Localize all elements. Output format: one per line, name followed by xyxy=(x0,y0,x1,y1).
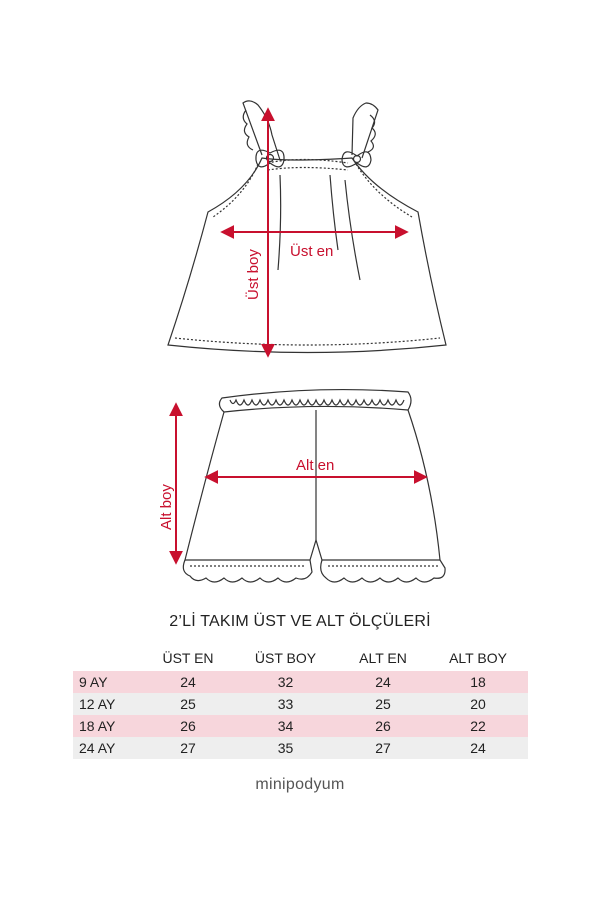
alt-en-label: Alt en xyxy=(296,457,335,474)
size-cell: 9 AY xyxy=(79,674,108,690)
value-cell: 35 xyxy=(277,740,294,756)
ust-en-label: Üst en xyxy=(290,243,334,260)
header-cell: ÜST EN xyxy=(162,650,214,666)
value-cell: 26 xyxy=(180,718,196,734)
left-frill xyxy=(183,560,312,582)
value-cell: 24 xyxy=(180,674,196,690)
size-table-title: 2’Lİ TAKIM ÜST VE ALT ÖLÇÜLERİ xyxy=(169,613,431,630)
size-table xyxy=(73,645,528,759)
value-cell: 34 xyxy=(277,718,294,734)
value-cell: 33 xyxy=(277,696,294,712)
value-cell: 24 xyxy=(375,674,391,690)
ust-boy-label: Üst boy xyxy=(245,249,262,300)
value-cell: 32 xyxy=(277,674,294,690)
value-cell: 18 xyxy=(470,674,486,690)
shorts-body xyxy=(185,410,440,560)
shorts-garment-outline xyxy=(183,390,445,582)
value-cell: 26 xyxy=(375,718,391,734)
value-cell: 20 xyxy=(470,696,486,712)
brand-logo: minipodyum xyxy=(255,776,345,793)
table-row xyxy=(73,715,528,737)
value-cell: 25 xyxy=(375,696,391,712)
value-cell: 27 xyxy=(375,740,391,756)
table-row xyxy=(73,671,528,693)
value-cell: 27 xyxy=(180,740,196,756)
alt-boy-label: Alt boy xyxy=(158,484,175,530)
measure-arrows xyxy=(176,110,425,562)
size-cell: 12 AY xyxy=(79,696,116,712)
header-cell: ALT EN xyxy=(359,650,407,666)
table-row xyxy=(73,737,528,759)
top-garment-outline xyxy=(168,101,446,353)
value-cell: 22 xyxy=(470,718,486,734)
header-cell: ÜST BOY xyxy=(254,650,317,666)
value-cell: 25 xyxy=(180,696,196,712)
table-header-row xyxy=(73,645,528,671)
right-frill xyxy=(321,560,445,582)
table-row xyxy=(73,693,528,715)
value-cell: 24 xyxy=(470,740,486,756)
size-cell: 18 AY xyxy=(79,718,116,734)
header-cell: ALT BOY xyxy=(449,650,507,666)
size-cell: 24 AY xyxy=(79,740,116,756)
